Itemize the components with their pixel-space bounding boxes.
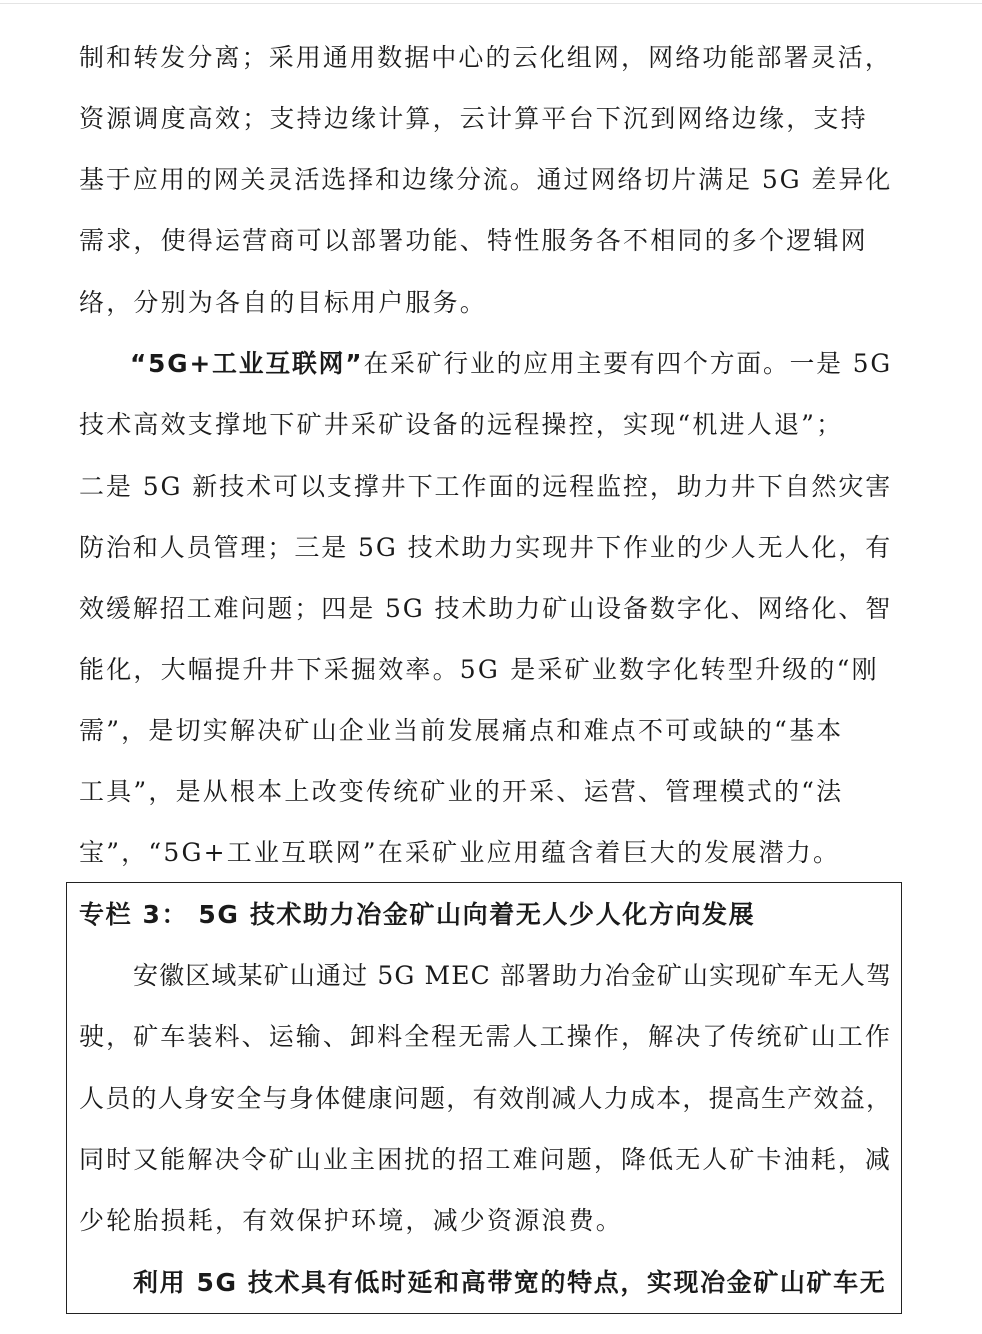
paragraph-2-first-rest: 在采矿行业的应用主要有四个方面。一是 5G bbox=[363, 349, 893, 378]
paragraph-2-bold-lead: “5G+工业互联网” bbox=[130, 349, 364, 378]
paragraph-2-line-8: 工具”，是从根本上改变传统矿业的开采、运营、管理模式的“法 bbox=[79, 777, 844, 806]
paragraph-1-line-1: 制和转发分离；采用通用数据中心的云化组网，网络功能部署灵活， bbox=[79, 43, 893, 72]
sidebar-box-line-3: 人员的人身安全与身体健康问题，有效削减人力成本，提高生产效益， bbox=[79, 1084, 893, 1113]
sidebar-box-title: 专栏 3： 5G 技术助力冶金矿山向着无人少人化方向发展 bbox=[79, 900, 756, 929]
sidebar-box-line-5: 少轮胎损耗，有效保护环境，减少资源浪费。 bbox=[79, 1206, 624, 1235]
sidebar-box-line-2: 驶，矿车装料、运输、卸料全程无需人工操作，解决了传统矿山工作 bbox=[79, 1022, 893, 1051]
paragraph-2-line-2: 技术高效支撑地下矿井采矿设备的远程操控，实现“机进人退”； bbox=[79, 410, 844, 439]
paragraph-2-line-1 bbox=[130, 348, 892, 380]
paragraph-2-line-3: 二是 5G 新技术可以支撑井下工作面的远程监控，助力井下自然灾害 bbox=[79, 472, 893, 501]
paragraph-1-line-4: 需求，使得运营商可以部署功能、特性服务各不相同的多个逻辑网 bbox=[79, 226, 868, 255]
paragraph-2-line-4: 防治和人员管理；三是 5G 技术助力实现井下作业的少人无人化，有 bbox=[79, 533, 893, 562]
paragraph-2-line-9: 宝”，“5G+工业互联网”在采矿业应用蕴含着巨大的发展潜力。 bbox=[79, 838, 841, 867]
paragraph-2-line-5: 效缓解招工难问题；四是 5G 技术助力矿山设备数字化、网络化、智 bbox=[79, 594, 893, 623]
paragraph-2-line-6: 能化，大幅提升井下采掘效率。5G 是采矿业数字化转型升级的“刚 bbox=[79, 655, 879, 684]
paragraph-2-line-7: 需”，是切实解决矿山企业当前发展痛点和难点不可或缺的“基本 bbox=[79, 716, 844, 745]
sidebar-box-bold-line: 利用 5G 技术具有低时延和高带宽的特点，实现冶金矿山矿车无 bbox=[133, 1268, 887, 1297]
page-top-divider bbox=[0, 3, 982, 4]
paragraph-1-line-3: 基于应用的网关灵活选择和边缘分流。通过网络切片满足 5G 差异化 bbox=[79, 165, 893, 194]
sidebar-box-line-4: 同时又能解决令矿山业主困扰的招工难问题，降低无人矿卡油耗，减 bbox=[79, 1145, 893, 1174]
paragraph-1-line-5: 络，分别为各自的目标用户服务。 bbox=[79, 288, 488, 317]
paragraph-1-line-2: 资源调度高效；支持边缘计算，云计算平台下沉到网络边缘，支持 bbox=[79, 104, 868, 133]
sidebar-box-line-1: 安徽区域某矿山通过 5G MEC 部署助力冶金矿山实现矿车无人驾 bbox=[133, 961, 893, 990]
